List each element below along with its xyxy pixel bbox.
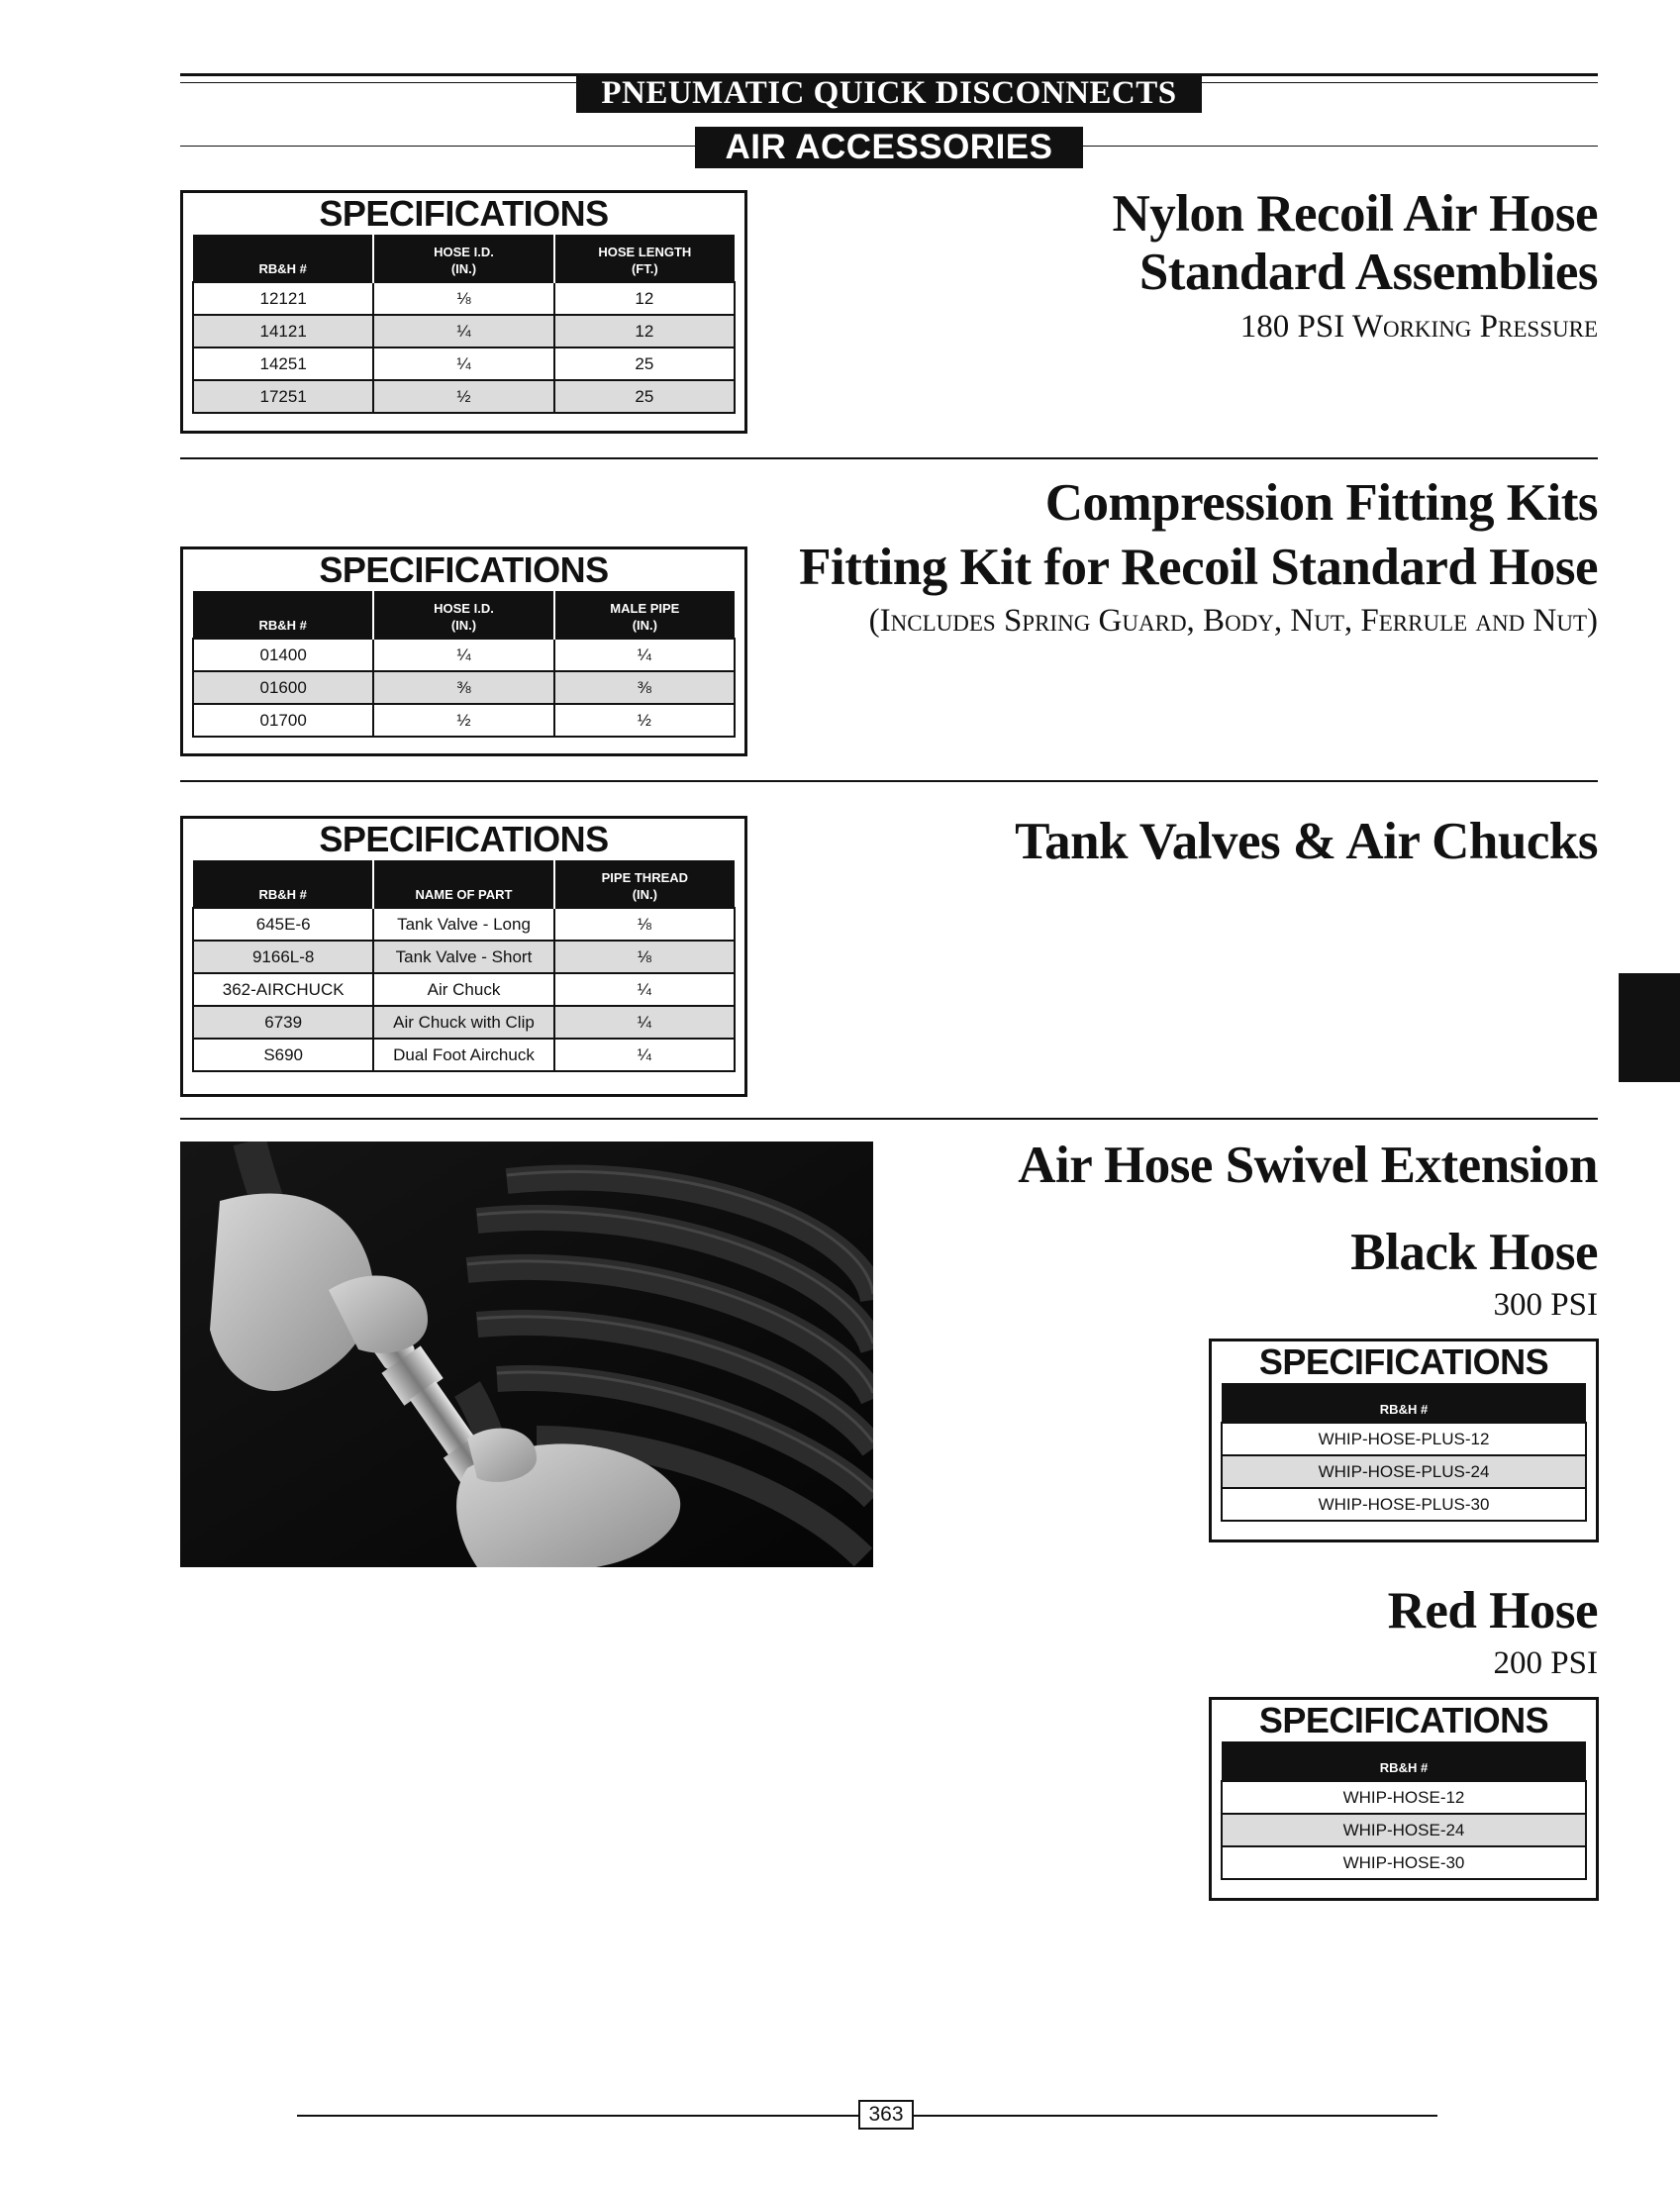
- spec-title: SPECIFICATIONS: [319, 819, 609, 859]
- column-header: RB&H #: [193, 860, 373, 908]
- black-hose-psi: 300 PSI: [1493, 1287, 1598, 1323]
- table-cell: Air Chuck with Clip: [373, 1006, 553, 1039]
- table-row: [1222, 1455, 1586, 1488]
- column-header: RB&H #: [193, 591, 373, 639]
- table-cell: ¼: [373, 639, 553, 671]
- column-header: NAME OF PART: [373, 860, 553, 908]
- compression-title-line1: Compression Fitting Kits: [1044, 474, 1598, 532]
- table-cell: ⅜: [554, 671, 735, 704]
- spec-title: SPECIFICATIONS: [319, 193, 609, 234]
- section-divider: [180, 780, 1598, 782]
- table-cell: 6739: [193, 1006, 373, 1039]
- table-cell: ¼: [373, 315, 553, 348]
- table-cell: 645E-6: [193, 908, 373, 941]
- table-cell: S690: [193, 1039, 373, 1071]
- swivel-title: Air Hose Swivel Extension: [1018, 1137, 1598, 1194]
- table-row: [1222, 1423, 1586, 1455]
- table-cell: WHIP-HOSE-PLUS-30: [1222, 1488, 1586, 1521]
- column-header: HOSE LENGTH (FT.): [554, 235, 735, 282]
- column-header: RB&H #: [1222, 1383, 1586, 1423]
- table-cell: 25: [554, 380, 735, 413]
- table-cell: ⅛: [373, 282, 553, 315]
- table-cell: ⅜: [373, 671, 553, 704]
- spec-table: [192, 860, 736, 1072]
- table-cell: ½: [373, 380, 553, 413]
- column-header: HOSE I.D. (IN.): [373, 591, 553, 639]
- table-cell: 12: [554, 282, 735, 315]
- table-row: [193, 941, 735, 973]
- table-row: [1222, 1814, 1586, 1846]
- spec-table: [192, 235, 736, 414]
- table-cell: ½: [554, 704, 735, 737]
- table-cell: 17251: [193, 380, 373, 413]
- tank-title: Tank Valves & Air Chucks: [1015, 813, 1598, 870]
- table-cell: ¼: [554, 1006, 735, 1039]
- compression-spec-table: [180, 546, 747, 756]
- recoil-subtitle: 180 PSI Working Pressure: [1239, 309, 1598, 345]
- recoil-spec-table: [180, 190, 747, 434]
- table-row: [193, 315, 735, 348]
- table-cell: ¼: [554, 973, 735, 1006]
- section-divider: [180, 457, 1598, 459]
- table-row: [193, 348, 735, 380]
- table-cell: WHIP-HOSE-PLUS-12: [1222, 1423, 1586, 1455]
- table-cell: Tank Valve - Long: [373, 908, 553, 941]
- header-subcategory: AIR ACCESSORIES: [695, 127, 1083, 168]
- column-header: RB&H #: [1222, 1741, 1586, 1781]
- black-hose-title: Black Hose: [1350, 1224, 1598, 1281]
- table-cell: 362-AIRCHUCK: [193, 973, 373, 1006]
- spec-table: [192, 591, 736, 738]
- table-row: [193, 1006, 735, 1039]
- recoil-title-line1: Nylon Recoil Air Hose: [1112, 185, 1598, 243]
- spec-table: [1221, 1383, 1587, 1522]
- spec-title: SPECIFICATIONS: [1258, 1700, 1549, 1740]
- table-cell: 12121: [193, 282, 373, 315]
- table-cell: 9166L-8: [193, 941, 373, 973]
- table-cell: ¼: [373, 348, 553, 380]
- table-cell: 01700: [193, 704, 373, 737]
- table-row: [1222, 1781, 1586, 1814]
- table-cell: Dual Foot Airchuck: [373, 1039, 553, 1071]
- section-divider: [180, 1118, 1598, 1120]
- table-row: [193, 1039, 735, 1071]
- table-cell: WHIP-HOSE-30: [1222, 1846, 1586, 1879]
- table-cell: 14251: [193, 348, 373, 380]
- table-row: [193, 380, 735, 413]
- spec-title: SPECIFICATIONS: [319, 549, 609, 590]
- compression-subtitle: (Includes Spring Guard, Body, Nut, Ferrule and Nut): [868, 603, 1598, 639]
- table-cell: 01400: [193, 639, 373, 671]
- hose-photo-illustration: [180, 1142, 873, 1567]
- table-cell: WHIP-HOSE-12: [1222, 1781, 1586, 1814]
- table-cell: Air Chuck: [373, 973, 553, 1006]
- table-cell: 12: [554, 315, 735, 348]
- table-row: [193, 973, 735, 1006]
- column-header: MALE PIPE (IN.): [554, 591, 735, 639]
- spec-table: [1221, 1741, 1587, 1880]
- table-cell: ¼: [554, 1039, 735, 1071]
- side-index-tab: [1619, 973, 1680, 1082]
- table-cell: Tank Valve - Short: [373, 941, 553, 973]
- table-cell: ¼: [554, 639, 735, 671]
- compression-title-line2: Fitting Kit for Recoil Standard Hose: [799, 539, 1598, 596]
- table-row: [193, 671, 735, 704]
- column-header: RB&H #: [193, 235, 373, 282]
- header-category: PNEUMATIC QUICK DISCONNECTS: [576, 73, 1202, 113]
- column-header: PIPE THREAD (IN.): [554, 860, 735, 908]
- table-row: [1222, 1846, 1586, 1879]
- table-cell: ⅛: [554, 941, 735, 973]
- red-hose-spec-table: [1209, 1697, 1599, 1901]
- red-hose-psi: 200 PSI: [1493, 1645, 1598, 1681]
- table-cell: 14121: [193, 315, 373, 348]
- table-row: [193, 704, 735, 737]
- column-header: HOSE I.D. (IN.): [373, 235, 553, 282]
- page-number: 363: [858, 2100, 914, 2130]
- table-cell: WHIP-HOSE-PLUS-24: [1222, 1455, 1586, 1488]
- table-row: [193, 908, 735, 941]
- table-cell: ½: [373, 704, 553, 737]
- tank-spec-table: [180, 816, 747, 1097]
- product-photo: [180, 1142, 873, 1567]
- red-hose-title: Red Hose: [1387, 1582, 1598, 1639]
- table-row: [193, 639, 735, 671]
- table-cell: 25: [554, 348, 735, 380]
- table-row: [193, 282, 735, 315]
- recoil-title-line2: Standard Assemblies: [1138, 244, 1598, 301]
- table-cell: WHIP-HOSE-24: [1222, 1814, 1586, 1846]
- table-cell: 01600: [193, 671, 373, 704]
- table-cell: ⅛: [554, 908, 735, 941]
- black-hose-spec-table: [1209, 1339, 1599, 1542]
- spec-title: SPECIFICATIONS: [1258, 1341, 1549, 1382]
- table-row: [1222, 1488, 1586, 1521]
